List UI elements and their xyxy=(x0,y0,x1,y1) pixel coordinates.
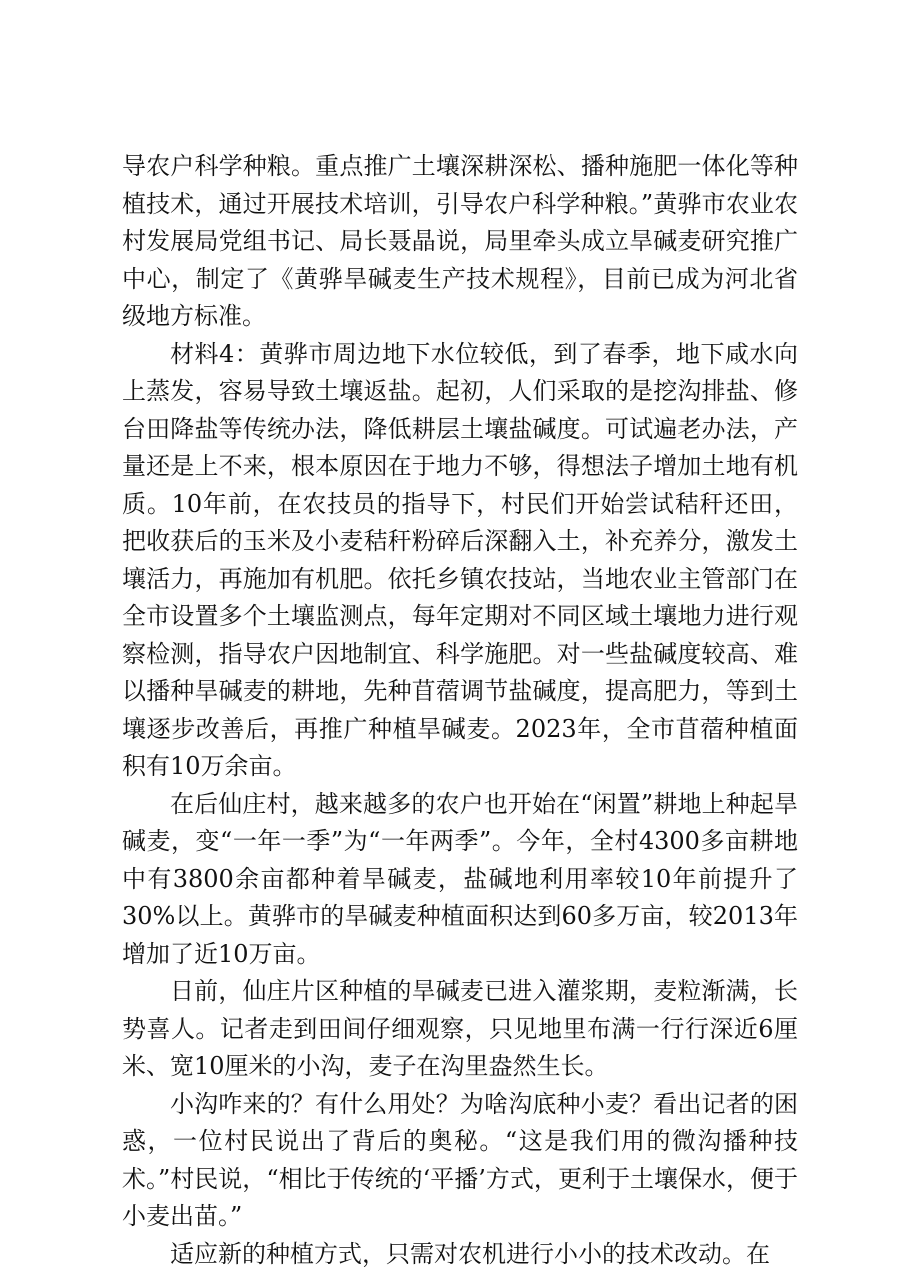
paragraph-micro-furrow: 小沟咋来的？有什么用处？为啥沟底种小麦？看出记者的困惑，一位村民说出了背后的奥秘。“这是我们用的微沟播种技术。”村民说，“相比于传统的‘平播’方式，更利于土壤保水，便于小麦出苗。” xyxy=(122,1089,798,1230)
paragraph-grain-filling: 日前，仙庄片区种植的旱碱麦已进入灌浆期，麦粒渐满，长势喜人。记者走到田间仔细观察，只见地里布满一行行深近6厘米、宽10厘米的小沟，麦子在沟里盎然生长。 xyxy=(122,977,798,1080)
paragraph-machinery: 适应新的种植方式，只需对农机进行小小的技术改动。在 xyxy=(170,1239,770,1268)
paragraph-continued: 导农户科学种粮。重点推广土壤深耕深松、播种施肥一体化等种植技术，通过开展技术培训，引导农户科学种粮。”黄骅市农业农村发展局党组书记、局长聂晶说，局里牵头成立旱碱麦研究推广中心，制定了《黄骅旱碱麦生产技术规程》，目前已成为河北省级地方标准。 xyxy=(122,152,798,330)
document-body xyxy=(122,148,798,1273)
paragraph-houxianzhuang: 在后仙庄村，越来越多的农户也开始在“闲置”耕地上种起旱碱麦，变“一年一季”为“一年两季”。今年，全村4300多亩耕地中有3800余亩都种着旱碱麦，盐碱地利用率较10年前提升了30%以上。黄骅市的旱碱麦种植面积达到60多万亩，较2013年增加了近10万亩。 xyxy=(122,789,798,968)
paragraph-material-4: 材料4：黄骅市周边地下水位较低，到了春季，地下咸水向上蒸发，容易导致土壤返盐。起初，人们采取的是挖沟排盐、修台田降盐等传统办法，降低耕层土壤盐碱度。可试遍老办法，产量还是上不来，根本原因在于地力不够，得想法子增加土地有机质。10年前，在农技员的指导下，村民们开始尝试秸秆还田，把收获后的玉米及小麦秸秆粉碎后深翻入土，补充养分，激发土壤活力，再施加有机肥。依托乡镇农技站，当地农业主管部门在全市设置多个土壤监测点，每年定期对不同区域土壤地力进行观察检测，指导农户因地制宜、科学施肥。对一些盐碱度较高、难以播种旱碱麦的耕地，先种苜蓿调节盐碱度，提高肥力，等到土壤逐步改善后，再推广种植旱碱麦。2023年，全市苜蓿种植面积有10万余亩。 xyxy=(122,339,798,780)
